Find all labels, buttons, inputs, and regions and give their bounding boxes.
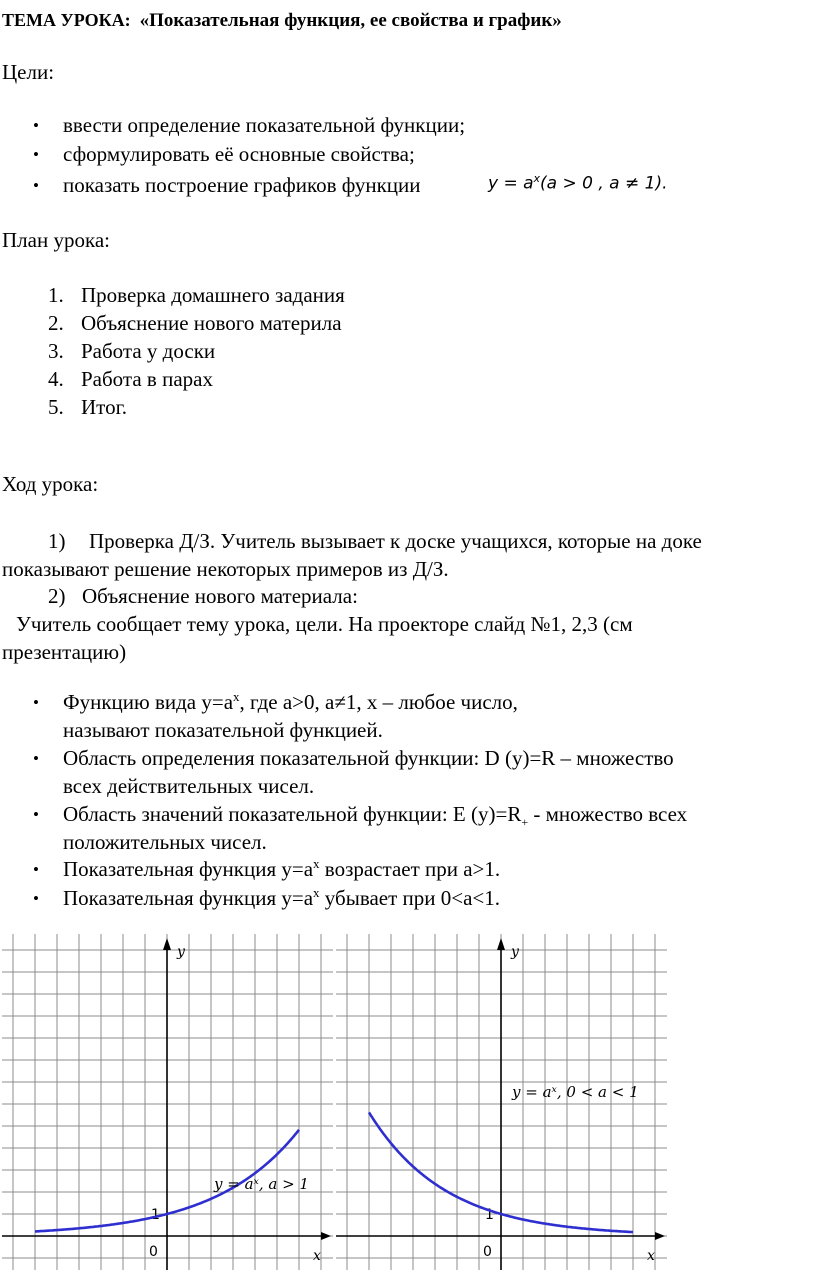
graph-decreasing <box>336 934 667 1270</box>
fact-item <box>63 886 500 910</box>
goal-item-text: показать построение графиков функции <box>63 173 421 197</box>
plan-item-num: 2. <box>48 311 64 335</box>
fact-text-cont: , где а>0, а≠1, х – любое число, <box>239 690 518 714</box>
goals-heading: Цели: <box>2 60 55 84</box>
title-prefix: ТЕМА УРОКА: <box>2 10 131 30</box>
fact-exponent: x <box>233 689 240 704</box>
fact-text-cont: возрастает при а>1. <box>319 857 501 881</box>
plan-item-num: 3. <box>48 339 64 363</box>
formula-exponent: x <box>533 172 541 185</box>
plan-item-text: Работа в парах <box>81 367 213 391</box>
step2-text: Объяснение нового материала: <box>82 584 358 608</box>
fact-item <box>63 690 518 714</box>
step1-line2: показывают решение некоторых примеров из Д/З. <box>2 557 449 581</box>
fact-line2: положительных чисел. <box>63 830 267 854</box>
x-axis-label: x <box>647 1248 655 1264</box>
exp-function-formula <box>488 172 668 194</box>
formula-conditions: (a > 0 , a ≠ 1). <box>540 173 668 194</box>
fact-item <box>63 857 500 881</box>
x-axis-label: x <box>313 1248 321 1264</box>
step1-line1: Проверка Д/З. Учитель вызывает к доске учащихся, которые на доке <box>89 529 702 553</box>
fact-text-cont: - множество всех <box>528 802 688 826</box>
progress-heading: Ход урока: <box>2 472 99 496</box>
fact-item: • Область определения показательной функции: D (y)=R – множество <box>63 746 674 770</box>
lesson-title <box>2 10 562 32</box>
graph-increasing-svg <box>2 934 333 1270</box>
fact-line2: называют показательной функцией. <box>63 718 383 742</box>
plan-item-num: 1. <box>48 283 64 307</box>
intro-line2: презентацию) <box>2 640 127 664</box>
plan-heading: План урока: <box>2 228 110 252</box>
plan-item-text: Объяснение нового материла <box>81 311 342 335</box>
graph-increasing <box>2 934 333 1270</box>
fact-text-cont: убывает при 0<a<1. <box>319 886 501 910</box>
step1-num: 1) <box>48 529 66 553</box>
goal-item <box>63 173 420 197</box>
fact-exponent: x <box>313 885 320 900</box>
plan-item-num: 4. <box>48 367 64 391</box>
title-topic: «Показательная функция, ее свойства и график» <box>139 10 562 31</box>
graph-decreasing-svg <box>336 934 667 1270</box>
fact-exponent: x <box>313 856 320 871</box>
plan-item-num: 5. <box>48 395 64 419</box>
fact-subscript: + <box>521 815 529 830</box>
intro-line1: Учитель сообщает тему урока, цели. На проекторе слайд №1, 2,3 (см <box>16 612 633 636</box>
fact-text: Функцию вида y=a <box>63 690 234 714</box>
goal-item: • ввести определение показательной функции; <box>63 113 465 137</box>
origin-label: 0 <box>483 1244 492 1260</box>
one-label: 1 <box>485 1207 494 1223</box>
fact-text: Показательная функция y=a <box>63 857 314 881</box>
plan-item-text: Итог. <box>81 395 128 419</box>
curve-label: y = aˣ, 0 < a < 1 <box>512 1083 639 1101</box>
plan-item-text: Проверка домашнего задания <box>81 283 345 307</box>
fact-text: Область значений показательной функции: E (y)=R <box>63 802 522 826</box>
one-label: 1 <box>151 1207 160 1223</box>
fact-text: Показательная функция y=a <box>63 886 314 910</box>
origin-label: 0 <box>149 1244 158 1260</box>
formula-lhs: y = a <box>488 173 534 194</box>
step2-num: 2) <box>48 584 66 608</box>
plan-item-text: Работа у доски <box>81 339 216 363</box>
fact-item <box>63 802 688 830</box>
y-axis-label: y <box>511 944 519 960</box>
y-axis-label: y <box>177 944 185 960</box>
fact-line2: всех действительных чисел. <box>63 774 315 798</box>
curve-label: y = aˣ, a > 1 <box>214 1175 309 1193</box>
goal-item: • сформулировать её основные свойства; <box>63 142 415 166</box>
